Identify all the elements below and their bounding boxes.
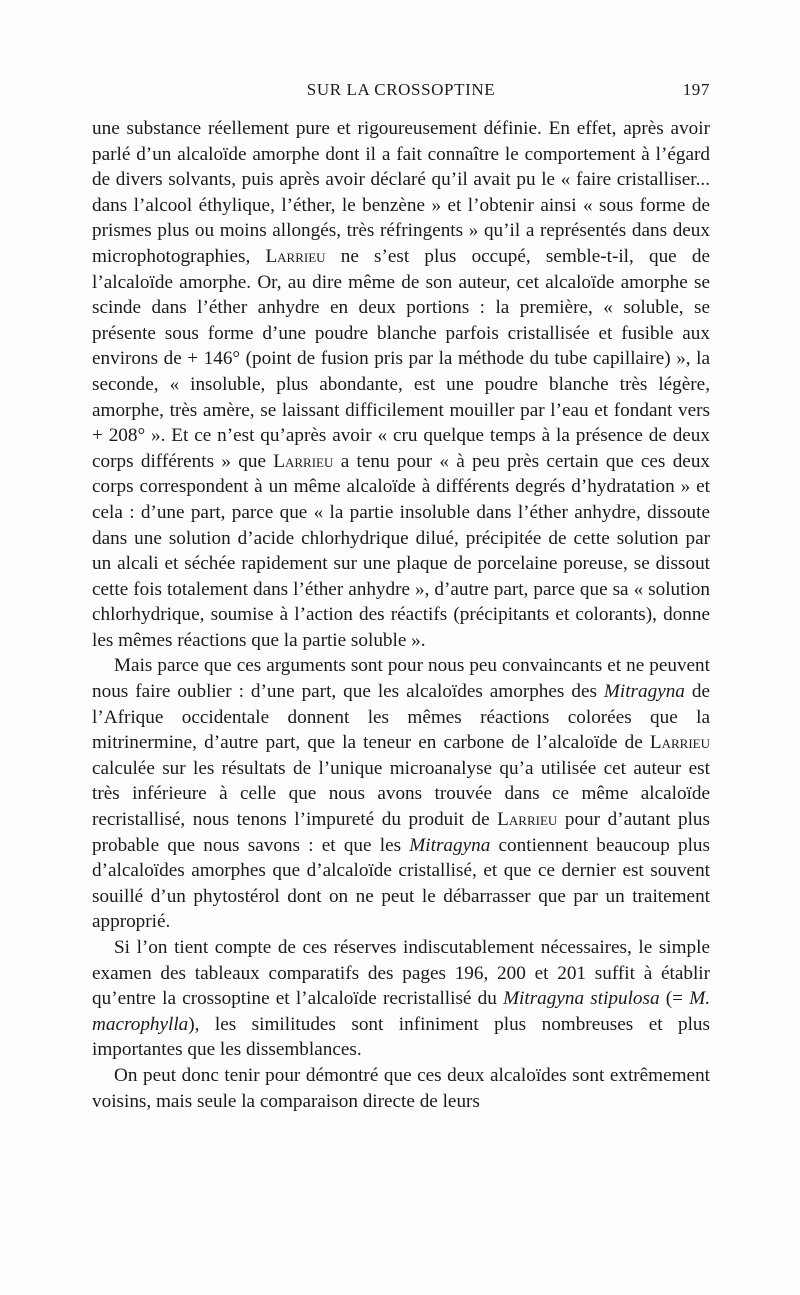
text-segment: On peut donc tenir pour démontré que ces deux alcaloïdes sont extrêmement voisins, mais seule la comparaison directe de leurs xyxy=(92,1064,710,1112)
italic-text: M. macrophylla xyxy=(92,988,710,1035)
author-name: Larrieu xyxy=(497,809,558,831)
text-segment: a tenu pour « à peu près certain que ces deux corps correspondent à un même alcaloïde à différents degrés d’hydratation » et cela : d’une part, parce que « la partie insoluble dans l’éther anhydre, dissoute dans une solution d’acide chlorhydrique dilué, précipitée de cette solution par un alcali et séchée rapidement sur une plaque de porcelaine poreuse, se dissout cette fois totalement dans l’éther anhydre », d’autre part, parce que sa « solution chlorhydrique, soumise à l’action des réactifs (précipitants et colorants), donne les mêmes réactions que la partie soluble ». xyxy=(92,450,711,651)
italic-text: Mitragyna stipulosa xyxy=(503,988,660,1010)
paragraph xyxy=(92,653,710,935)
paragraph xyxy=(92,935,710,1063)
text-segment: ), les similitudes sont infiniment plus nombreuses et plus importantes que les dissemblances. xyxy=(92,1013,710,1061)
text-segment: Si l’on tient compte de ces réserves indiscutablement nécessaires, le simple examen des tableaux comparatifs des pages 196, 200 et 201 suffit à établir qu’entre la crossoptine et l’alcaloïde recristallisé du xyxy=(92,937,710,1010)
author-name: Larrieu xyxy=(649,732,710,754)
author-name: Larrieu xyxy=(265,245,326,267)
text-segment: une substance réellement pure et rigoureusement définie. En effet, après avoir parlé d’un alcaloïde amorphe dont il a fait connaître le comportement à l’égard de divers solvants, puis après avoir déclaré qu’il avait pu le « faire cristalliser... dans l’alcool éthylique, l’éther, le benzène » et l’obtenir ainsi « sous forme de prismes plus ou moins allongés, très réfringents » qu’il a représentés dans deux microphotographies, xyxy=(92,118,710,267)
paragraph xyxy=(92,116,710,653)
text-segment: Mais parce que ces arguments sont pour nous peu convaincants et ne peuvent nous faire oublier : d’une part, que les alcaloïdes amorphes des xyxy=(92,655,710,703)
author-name: Larrieu xyxy=(273,450,334,472)
italic-text: Mitragyna xyxy=(603,681,685,703)
text-segment: pour d’autant plus probable que nous savons : et que les xyxy=(92,809,710,856)
running-title: SUR LA CROSSOPTINE xyxy=(306,80,496,99)
text-segment: contiennent beaucoup plus d’alcaloïdes amorphes que d’alcaloïde cristallisé, et que ce dernier est souvent souillé d’un phytostérol dont on ne peut le débarrasser que par un traitement approprié. xyxy=(92,834,710,933)
body-text xyxy=(92,116,710,1114)
text-segment: ne s’est plus occupé, semble-t-il, que de l’alcaloïde amorphe. Or, au dire même de son auteur, cet alcaloïde amorphe se scinde dans l’éther anhydre en deux portions : la première, « soluble, se présente sous forme d’une poudre blanche parfois cristallisée et fusible aux environs de + 146° (point de fusion pris par la méthode du tube capillaire) », la seconde, « insoluble, plus abondante, est une poudre blanche très légère, amorphe, très amère, se laissant difficilement mouiller par l’eau et fondant vers + 208° ». Et ce n’est qu’après avoir « cru quelque temps à la présence de deux corps différents » que xyxy=(92,245,710,472)
text-segment: de l’Afrique occidentale donnent les mêmes réactions colorées que la mitrinermine, d’autre part, que la teneur en carbone de l’alcaloïde de xyxy=(92,681,710,754)
italic-text: Mitragyna xyxy=(409,834,491,856)
text-segment: calculée sur les résultats de l’unique microanalyse qu’a utilisée cet auteur est très inférieure à celle que nous avons trouvée dans ce même alcaloïde recristallisé, nous tenons l’impureté du produit de xyxy=(92,757,710,831)
paragraph xyxy=(92,1063,710,1114)
page-number: 197 xyxy=(682,80,710,99)
text-segment: (= xyxy=(659,988,690,1010)
